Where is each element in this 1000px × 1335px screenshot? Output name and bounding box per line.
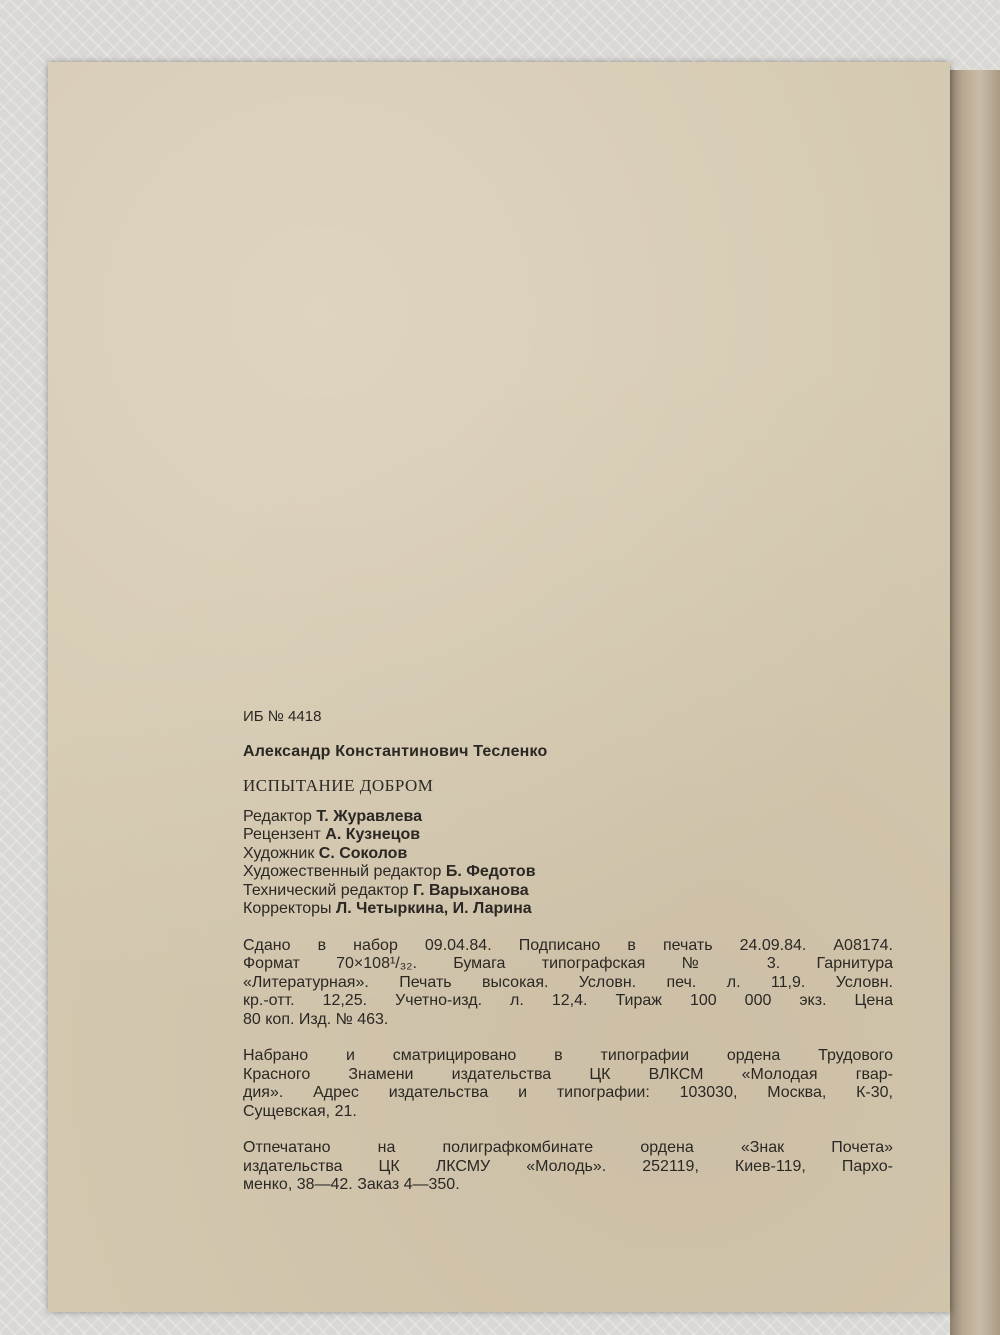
author-name: Александр Константинович Тесленко — [243, 742, 548, 760]
ib-number: ИБ № 4418 — [243, 708, 322, 725]
book-title: ИСПЫТАНИЕ ДОБРОМ — [243, 776, 434, 795]
typesetting-line: дия». Адрес издательства и типографии: 103030, Москва, К-30, — [243, 1084, 893, 1101]
credit-artist: Художник С. Соколов — [243, 844, 408, 862]
imprint-block — [243, 708, 893, 1213]
credit-editor: Редактор Т. Журавлева — [243, 807, 423, 825]
print-data-line: Сдано в набор 09.04.84. Подписано в печать 24.09.84. А08174. — [243, 936, 893, 954]
typesetting-paragraph — [243, 1047, 893, 1121]
typesetting-line: Красного Знамени издательства ЦК ВЛКСМ «Молодая гвар- — [243, 1065, 893, 1083]
typesetting-line: Сущевская, 21. — [243, 1102, 357, 1120]
print-data-line: 80 коп. Изд. № 463. — [243, 1010, 389, 1028]
printing-line: менко, 38—42. Заказ 4—350. — [243, 1176, 460, 1193]
printing-line: издательства ЦК ЛКСМУ «Молодь». 252119, Киев-119, Пархо- — [243, 1157, 893, 1175]
print-data-paragraph — [243, 937, 893, 1030]
print-data-line: кр.-отт. 12,25. Учетно-изд. л. 12,4. Тираж 100 000 экз. Цена — [243, 992, 893, 1009]
print-data-line: Формат 70×108¹/₃₂. Бумага типографская № 3. Гарнитура — [243, 955, 893, 972]
book-spine-edge — [950, 70, 1000, 1335]
credit-reviewer: Рецензент А. Кузнецов — [243, 826, 421, 843]
credit-tech-editor: Технический редактор Г. Варыханова — [243, 881, 529, 899]
credit-art-editor: Художественный редактор Б. Федотов — [243, 863, 536, 880]
printing-line: Отпечатано на полиграфкомбинате ордена «Знак Почета» — [243, 1139, 893, 1156]
printing-paragraph — [243, 1139, 893, 1195]
typesetting-line: Набрано и сматрицировано в типографии ордена Трудового — [243, 1047, 893, 1064]
print-data-line: «Литературная». Печать высокая. Условн. печ. л. 11,9. Условн. — [243, 973, 893, 991]
credits-list — [243, 808, 893, 919]
credit-proofreaders: Корректоры Л. Четыркина, И. Ларина — [243, 900, 532, 917]
